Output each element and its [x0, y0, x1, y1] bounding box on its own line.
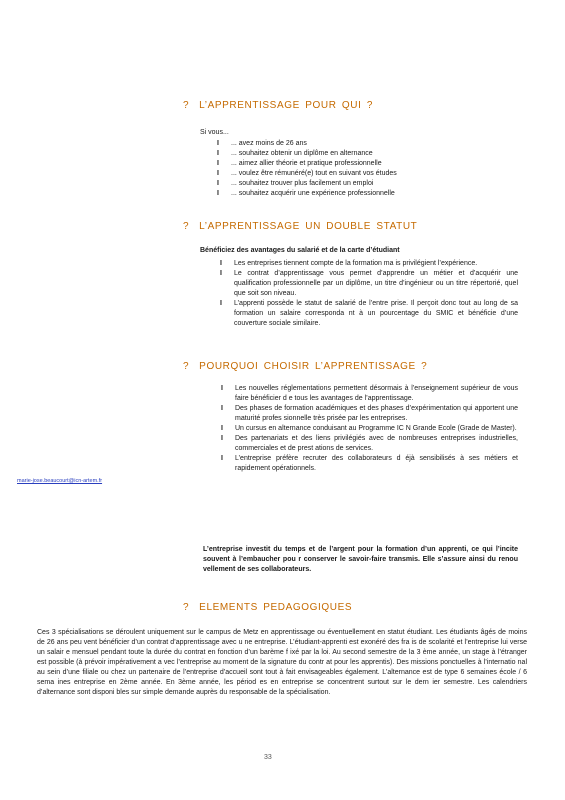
list-item: I Des phases de formation académiques et des phases d’expérimentation qui apportent une maturité profes sionnelle très prisée par les entreprises. — [221, 405, 518, 422]
list-item: I ... souhaitez acquérir une expérience professionnelle — [217, 190, 395, 197]
pour-qui-intro: Si vous... — [200, 129, 229, 136]
heading-title: L’APPRENTISSAGE UN DOUBLE STATUT — [199, 221, 418, 232]
pourquoi-conclusion: L’entreprise investit du temps et de l’argent pour la formation d’un apprenti, ce qui l’incite souvent à l’embaucher pou r conserver le savoir-faire transmis. Elle s’assure ainsi du renou vellement de ses collaborateurs. — [203, 546, 518, 573]
bullet-marker: I — [217, 150, 219, 157]
heading-title: ELEMENTS PEDAGOGIQUES — [199, 602, 353, 613]
bullet-marker: I — [220, 300, 222, 307]
page-number: 33 — [264, 754, 272, 761]
heading-marker: ? — [183, 602, 190, 613]
list-item: I Les nouvelles réglementations permettent désormais à l’enseignement supérieur de vous faire bénéficier d e tous les avantages de l’apprentissage. — [221, 385, 518, 402]
bullet-marker: I — [217, 190, 219, 197]
bullet-marker: I — [220, 260, 222, 267]
list-item: I Les entreprises tiennent compte de la formation ma is privilégient l’expérience. — [220, 260, 478, 267]
heading-double-statut — [183, 221, 417, 232]
heading-title: L’APPRENTISSAGE POUR QUI ? — [199, 100, 374, 111]
pourquoi-block — [221, 384, 518, 474]
heading-marker: ? — [183, 361, 190, 372]
heading-marker: ? — [183, 100, 190, 111]
list-item: I L’entreprise préfère recruter des collaborateurs d éjà sensibilisés à ses métiers et rapidement opérationnels. — [221, 455, 518, 472]
list-item: I ... voulez être rémunéré(e) tout en suivant vos études — [217, 170, 397, 177]
bullet-marker: I — [221, 435, 223, 442]
list-item: I Des partenariats et des liens privilégiés avec de nombreuses entreprises industrielles, commerciales et de prest ations de services. — [221, 435, 518, 452]
list-item: I ... avez moins de 26 ans — [217, 140, 307, 147]
bullet-marker: I — [217, 140, 219, 147]
bullet-marker: I — [221, 385, 223, 392]
heading-elements — [183, 602, 352, 613]
elements-paragraph: Ces 3 spécialisations se déroulent uniquement sur le campus de Metz en apprentissage ou éventuellement en statut étudiant. Les étudiants âgés de moins de 26 ans peu vent bénéficier d’un contrat d’apprentissage avec u ne entreprise. L’étudiant-apprenti est exonéré des fra is de scolarité et l’entreprise lui verse un salair e mensuel pendant toute la durée du contrat en fonction d’un barème f ixé par la loi. Au second semestre de la 3 ème année, un stage à l’étranger est possible (à prévoir impérativement a vec l’entreprise au moment de la signature du contr at pour les apprentis). Des missions ponctuelles à l’internatio nal au sein d’une filiale ou chez un partenaire de l’entreprise d’accueil sont tout à fait envisageables également. L’alternance est de type 6 semaines école / 6 sema ines entreprise en 2ème année. En 3ème année, les périod es en entreprise se concentrent surtout sur le dern ier semestre. Les calendriers d’alternance sont disponi bles sur simple demande auprès du responsable de la spécialisation. — [37, 629, 527, 696]
heading-marker: ? — [183, 221, 190, 232]
double-statut-lead: Bénéficiez des avantages du salarié et de la carte d’étudiant — [200, 247, 400, 254]
heading-pour-qui — [183, 100, 373, 111]
bullet-marker: I — [221, 405, 223, 412]
contact-email-link[interactable]: marie-jose.beaucourt@icn-artem.fr — [17, 478, 103, 484]
heading-pourquoi — [183, 361, 427, 372]
pour-qui-block — [200, 128, 470, 199]
list-item: I Le contrat d’apprentissage vous permet d’apprendre un métier et d’acquérir une qualification professionnelle par un diplôme, un titre d’ingénieur ou un titre répertorié, quel que soit son niveau. — [220, 270, 518, 297]
list-item: I ... aimez allier théorie et pratique professionnelle — [217, 160, 382, 167]
list-item: I ... souhaitez obtenir un diplôme en alternance — [217, 150, 373, 157]
bullet-marker: I — [217, 180, 219, 187]
bullet-marker: I — [220, 270, 222, 277]
heading-title: POURQUOI CHOISIR L’APPRENTISSAGE ? — [199, 361, 428, 372]
list-item: I L’apprenti possède le statut de salarié de l’entre prise. Il perçoit donc tout au long de sa formation un salaire corresponda nt à un pourcentage du SMIC et bénéficie d’une couverture sociale similaire. — [220, 300, 518, 327]
bullet-marker: I — [221, 455, 223, 462]
double-statut-block — [200, 246, 518, 329]
bullet-marker: I — [217, 170, 219, 177]
list-item: I Un cursus en alternance conduisant au Programme IC N Grande Ecole (Grade de Master). — [221, 425, 517, 432]
bullet-marker: I — [217, 160, 219, 167]
bullet-marker: I — [221, 425, 223, 432]
list-item: I ... souhaitez trouver plus facilement un emploi — [217, 180, 374, 187]
